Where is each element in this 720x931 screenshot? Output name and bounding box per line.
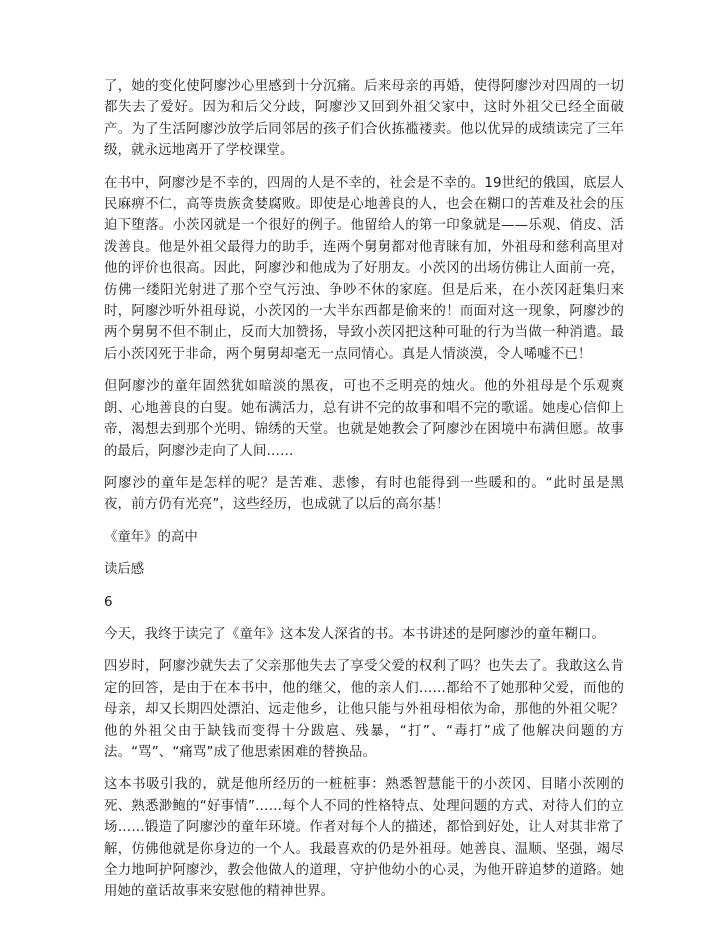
paragraph: 今天，我终于读完了《童年》这本发人深省的书。本书讲述的是阿廖沙的童年糊口。 <box>104 626 606 642</box>
section-number: 6 <box>104 594 113 610</box>
section-title: 《童年》的高中 <box>104 529 198 545</box>
document-body <box>104 76 624 914</box>
paragraph: 四岁时，阿廖沙就失去了父亲那他失去了享受父爱的权利了吗？也失去了。我敢这么肯定的回答，是由于在本书中，他的继父，他的亲人们……都给不了她那种父爱，而他的母亲，却又长期四处漂泊、远走他乡，让他只能与外祖母相依为命，那他的外祖父呢？他的外祖父由于缺钱而变得十分跋扈、残暴，“打”、“毒打”成了他解决问题的方法。“骂”、“痛骂”成了他思索困难的替换品。 <box>104 659 624 760</box>
paragraph: 但阿廖沙的童年固然犹如暗淡的黑夜，可也不乏明亮的烛火。他的外祖母是个乐观爽朗、心地善良的白叟。她布满活力，总有讲不完的故事和唱不完的歌谣。她虔心信仰上帝，渴想去到那个光明、锦绣的天堂。也就是她教会了阿廖沙在困境中布满但愿。故事的最后，阿廖沙走向了人间…… <box>104 379 624 459</box>
paragraph: 在书中，阿廖沙是不幸的，四周的人是不幸的，社会是不幸的。19世纪的俄国，底层人民麻痹不仁，高等贵族贪婪腐败。即使是心地善良的人，也会在糊口的苦难及社会的压迫下堕落。小茨冈就是一个很好的例子。他留给人的第一印象就是——乐观、俏皮、活泼善良。他是外祖父最得力的助手，连两个舅舅都对他青睐有加，外祖母和慈利高里对他的评价也很高。因此，阿廖沙和他成为了好朋友。小茨冈的出场仿佛让人面前一亮，仿佛一缕阳光射进了那个空气污浊、争吵不休的家庭。但是后来，在小茨冈赶集归来时，阿廖沙听外祖母说，小茨冈的一大半东西都是偷来的！而面对这一现象，阿廖沙的两个舅舅不但不制止，反而大加赞扬，导致小茨冈把这种可耻的行为当做一种消遣。最后小茨冈死于非命，两个舅舅却毫无一点同情心。真是人情淡漠，令人唏嘘不已！ <box>104 175 624 362</box>
section-subtitle: 读后感 <box>104 562 145 578</box>
paragraph: 阿廖沙的童年是怎样的呢？是苦难、悲惨，有时也能得到一些暖和的。“此时虽是黑夜，前方仍有光亮”，这些经历，也成就了以后的高尔基！ <box>104 475 624 513</box>
paragraph: 这本书吸引我的，就是他所经历的一桩桩事：熟悉智慧能干的小茨冈、目睹小茨刚的死、熟悉渺鲍的“好事情”……每个人不同的性格特点、处理问题的方式、对待人们的立场……锻造了阿廖沙的童年环境。作者对每个人的描述，都恰到好处，让人对其非常了解，仿佛他就是你身边的一个人。我最喜欢的仍是外祖母。她善良、温顺、坚强，竭尽全力地呵护阿廖沙，教会他做人的道理，守护他幼小的心灵，为他开辟追梦的道路。她用她的童话故事来安慰他的精神世界。 <box>104 777 624 900</box>
paragraph: 了，她的变化使阿廖沙心里感到十分沉痛。后来母亲的再婚，使得阿廖沙对四周的一切都失去了爱好。因为和后父分歧，阿廖沙又回到外祖父家中，这时外祖父已经全面破产。为了生活阿廖沙放学后同邻居的孩子们合伙拣褴褛卖。他以优异的成绩读完了三年级，就永远地离开了学校课堂。 <box>104 79 624 159</box>
